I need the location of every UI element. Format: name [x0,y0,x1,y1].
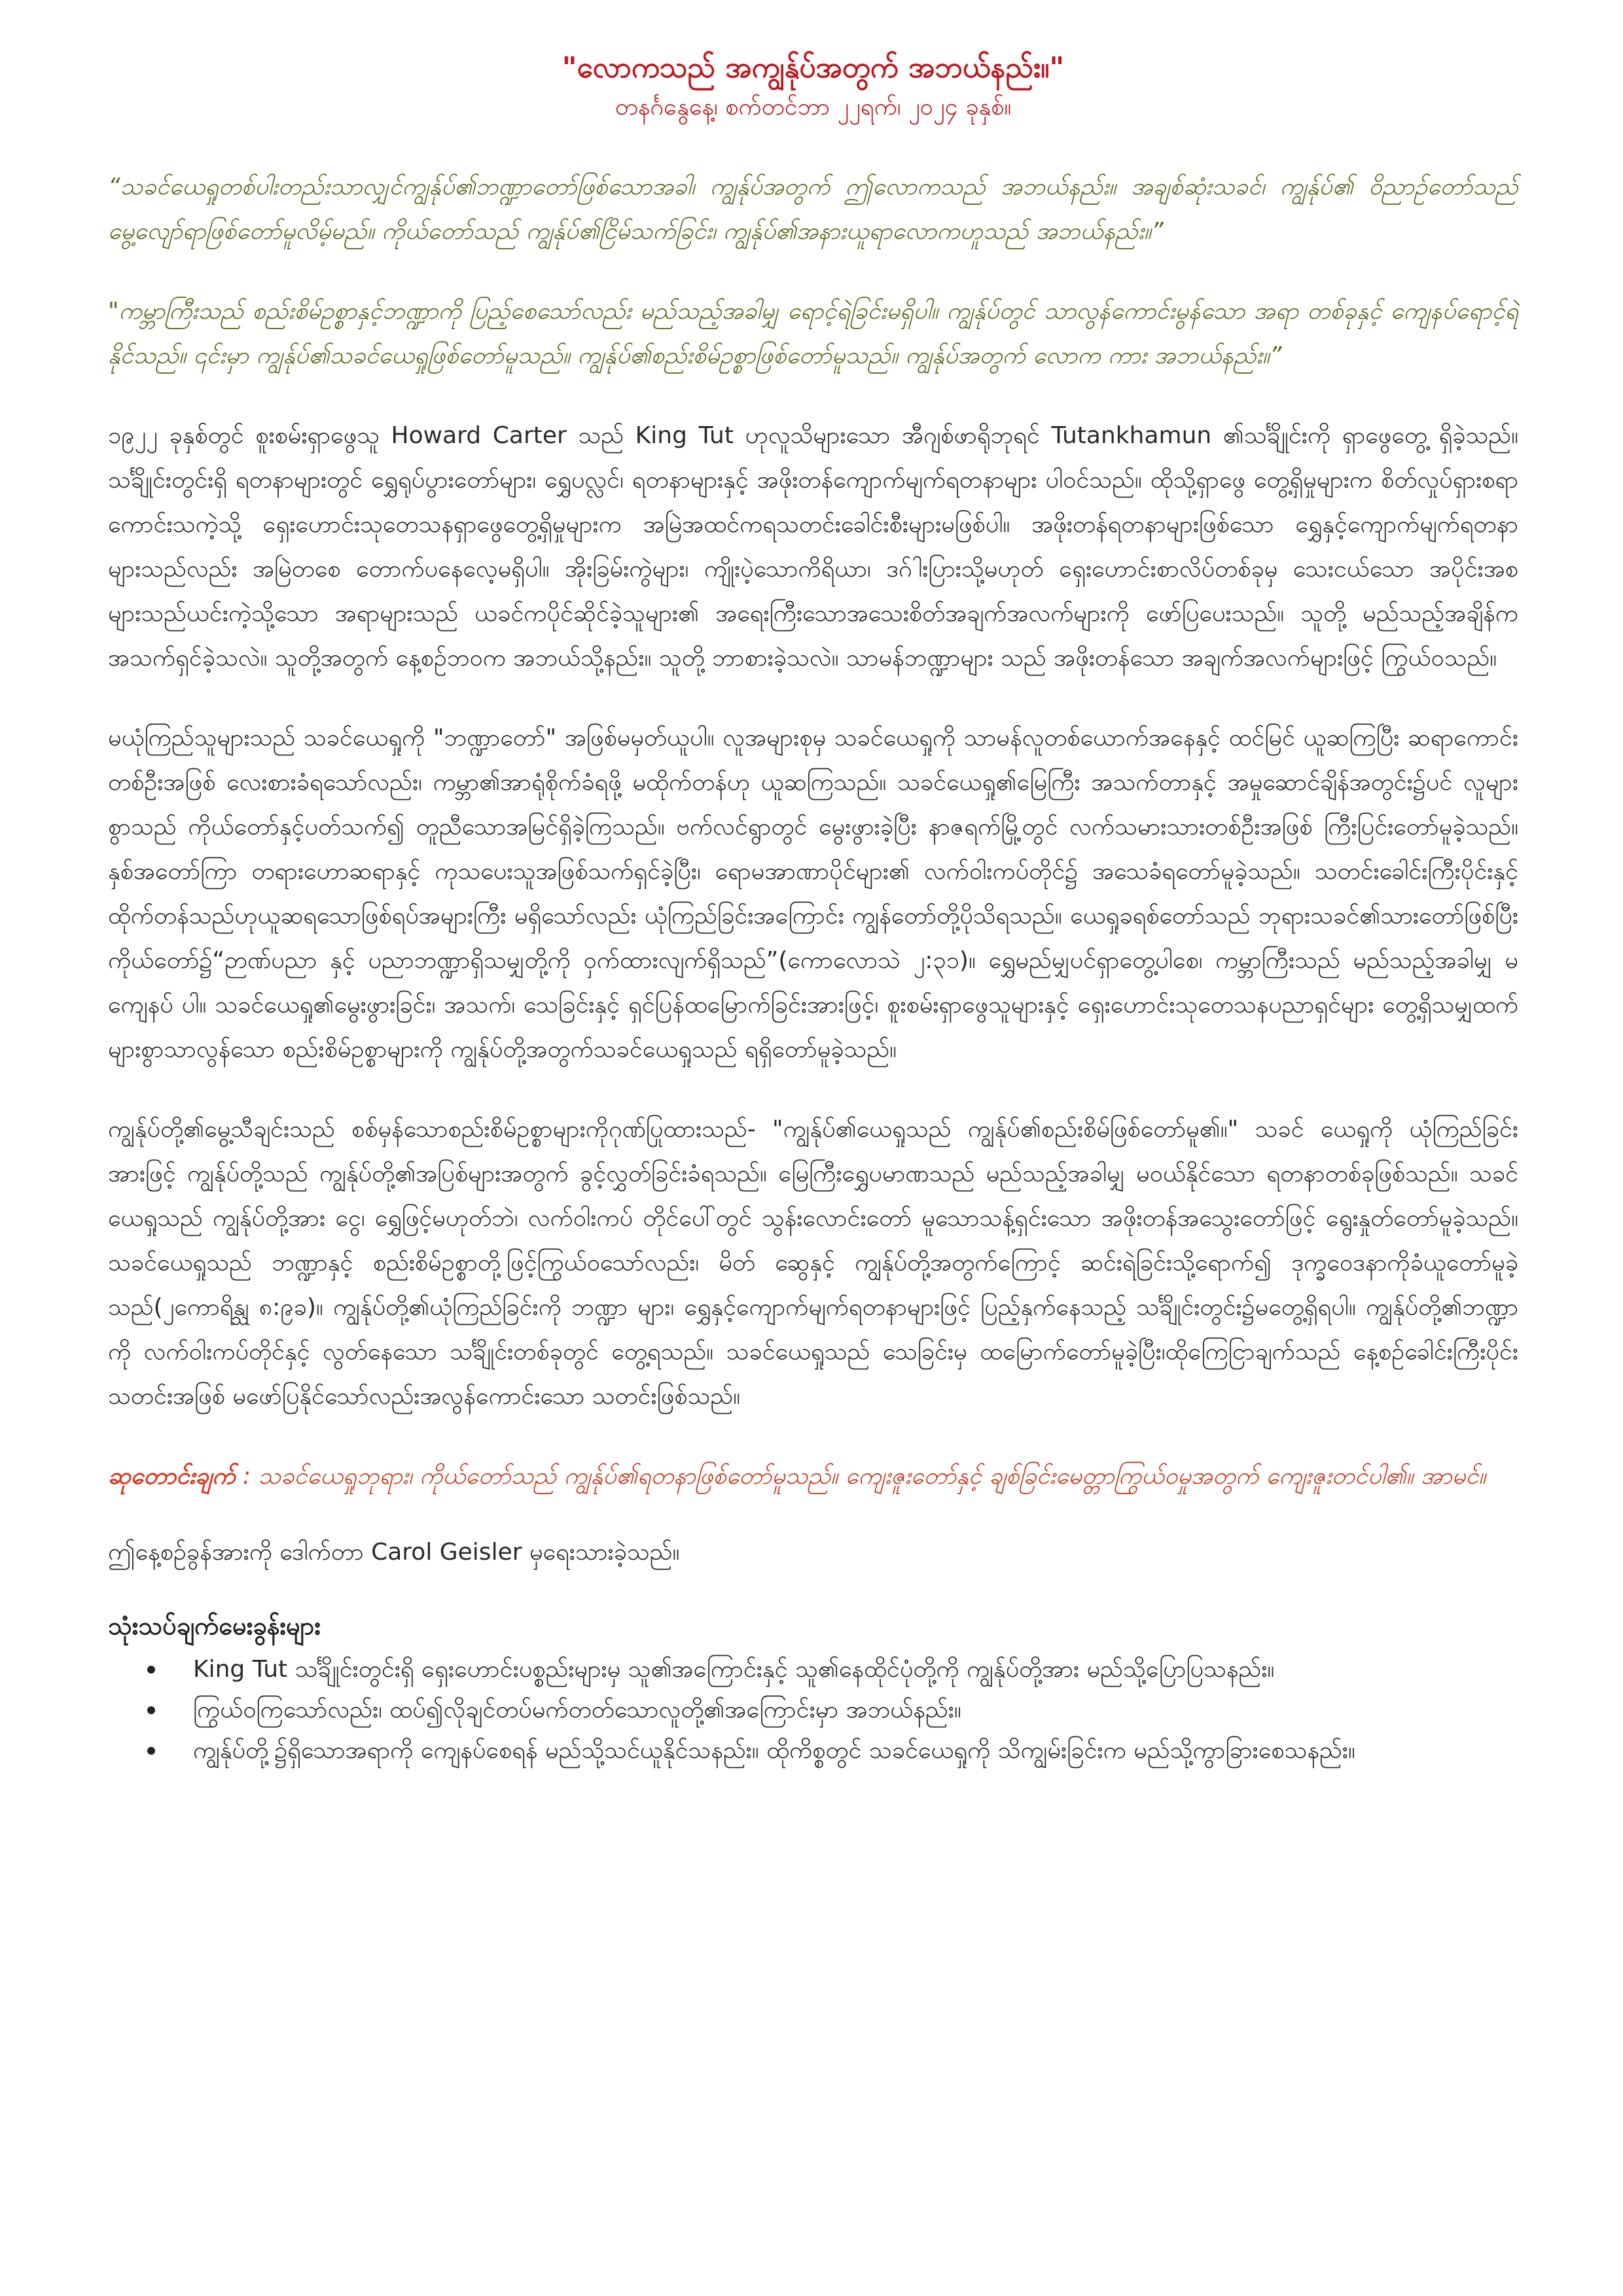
bullet-icon [147,1706,155,1714]
body-paragraph-2: မယုံကြည်သူများသည် သခင်ယေရှုကို "ဘဏ္ဍာတော်" အဖြစ်မမှတ်ယူပါ။ လူအများစုမှ သခင်ယေရှုကို သာမန်လူတစ်ယောက်အနေနှင့် ထင်မြင် ယူဆကြပြီး ဆရာကောင်းတစ်ဦးအဖြစ် လေးစားခံရသော်လည်း၊ ကမ္ဘာ၏အာရုံစိုက်ခံရဖို့ မထိုက်တန်ဟု ယူဆကြသည်။ သခင်ယေရှု၏မြေကြီး အသက်တာနှင့် အမှုဆောင်ချိန်အတွင်း၌ပင် လူများစွာသည် ကိုယ်တော်နှင့်ပတ်သက်၍ တူညီသောအမြင်ရှိခဲ့ကြသည်။ ဗက်လင်ရွာတွင် မွေးဖွားခဲ့ပြီး နာဇရက်မြို့တွင် လက်သမားသားတစ်ဦးအဖြစ် ကြီးပြင်းတော်မူခဲ့သည်။ နှစ်အတော်ကြာ တရားဟောဆရာနှင့် ကုသပေးသူအဖြစ်သက်ရှင်ခဲ့ပြီး၊ ရောမအာဏာပိုင်များ၏ လက်ဝါးကပ်တိုင်၌ အသေခံရတော်မူခဲ့သည်။ သတင်းခေါင်းကြီးပိုင်းနှင့် ထိုက်တန်သည်ဟုယူဆရသောဖြစ်ရပ်အများကြီး မရှိသော်လည်း ယုံကြည်ခြင်းအကြောင်း ကျွန်တော်တို့ပိုသိရသည်။ ယေရှုခရစ်တော်သည် ဘုရားသခင်၏သားတော်ဖြစ်ပြီး ကိုယ်တော်၌“ဉာဏ်ပညာ နှင့် ပညာဘဏ္ဍာရှိသမျှတို့ကို ဝှက်ထားလျက်ရှိသည်”(ကောလောသဲ ၂:၃၁)။ ရွှေမည်မျှပင်ရှာတွေ့ပါစေ၊ ကမ္ဘာကြီးသည် မည်သည့်အခါမျှ မကျေနပ် ပါ။ သခင်ယေရှု၏မွေးဖွားခြင်း၊ အသက်၊ သေခြင်းနှင့် ရှင်ပြန်ထမြောက်ခြင်းအားဖြင့်၊ စူးစမ်းရှာဖွေသူများနှင့် ရှေးဟောင်းသုတေသနပညာရှင်များ တွေ့ရှိသမျှထက် များစွာသာလွန်သော စည်းစိမ်ဥစ္စာများကို ကျွန်ုပ်တို့အတွက်သခင်ယေရှုသည် ရရှိတော်မူခဲ့သည်။ [108,725,1518,1063]
bullet-icon [147,1666,155,1674]
prayer [108,1454,1518,1499]
page-title: "လောကသည် အကျွန်ုပ်အတွက် အဘယ်နည်း။" [562,51,1065,84]
list-item [147,1649,1518,1690]
question-text: King Tut သင်္ချိုင်းတွင်းရှိ ရှေးဟောင်းပစ္စည်းများမှ သူ၏အကြောင်းနှင့် သူ၏နေထိုင်ပုံတို့ကို ကျွန်ုပ်တို့အား မည်သို့ပြောပြသနည်း။ [193,1656,1275,1683]
question-text: ကျွန်ုပ်တို့၌ရှိသောအရာကို ကျေနပ်စေရန် မည်သို့သင်ယူနိုင်သနည်း။ ထိုကိစ္စတွင် သခင်ယေရှုကို သိကျွမ်းခြင်းက မည်သို့ကွာခြားစေသနည်း။ [193,1737,1355,1764]
page-content [108,47,1518,1771]
questions-heading: သုံးသပ်ချက်မေးခွန်းများ [108,1611,321,1640]
questions-list [108,1649,1518,1771]
bullet-icon [147,1747,155,1755]
prayer-text: : သခင်ယေရှုဘုရား၊ ကိုယ်တော်သည် ကျွန်ုပ်၏ရတနာဖြစ်တော်မူသည်။ ကျေးဇူးတော်နှင့် ချစ်ခြင်းမေတ္တာကြွယ်ဝမှုအတွက် ကျေးဇူးတင်ပါ၏။ အာမင်။ [235,1463,1486,1490]
list-item [147,1690,1518,1731]
opening-quote-1: “သခင်ယေရှုတစ်ပါးတည်းသာလျှင်ကျွန်ုပ်၏ဘဏ္ဍာတော်ဖြစ်သောအခါ၊ ကျွန်ုပ်အတွက် ဤလောကသည် အဘယ်နည်း။ အချစ်ဆုံးသခင်၊ ကျွန်ုပ်၏ ဝိညာဉ်တော်သည် မွေ့လျော်ရာဖြစ်တော်မူလိမ့်မည်။ ကိုယ်တော်သည် ကျွန်ုပ်၏ငြိမ်သက်ခြင်း၊ ကျွန်ုပ်၏အနားယူရာလောကဟူသည် အဘယ်နည်း။” [108,173,1518,245]
page-date: တနင်္ဂနွေနေ့၊ စက်တင်ဘာ ၂၂ရက်၊ ၂၀၂၄ ခုနှစ်။ [615,94,1012,120]
prayer-label: ဆုတောင်းချက် [108,1463,236,1490]
body-paragraph-1: ၁၉၂၂ ခုနှစ်တွင် စူးစမ်းရှာဖွေသူ Howard Carter သည် King Tut ဟုလူသိများသော အီဂျစ်ဖာရိုဘုရင် Tutankhamun ၏သင်္ချိုင်းကို ရှာဖွေတွေ့ ရှိခဲ့သည်။ သင်္ချိုင်းတွင်းရှိ ရတနာများတွင် ရွှေရုပ်ပွားတော်များ၊ ရွှေပလ္လင်၊ ရတနာများနှင့် အဖိုးတန်ကျောက်မျက်ရတနာများ ပါဝင်သည်။ ထိုသို့ရှာဖွေ တွေ့ရှိမှုများက စိတ်လှုပ်ရှားစရာကောင်းသကဲ့သို့ ရှေးဟောင်းသုတေသနရှာဖွေတွေ့ရှိမှုများက အမြဲအထင်ကရသတင်းခေါင်းစီးများမဖြစ်ပါ။ အဖိုးတန်ရတနာများဖြစ်သော ရွှေနှင့်ကျောက်မျက်ရတနာများသည်လည်း အမြဲတစေ တောက်ပနေလေ့မရှိပါ။ အိုးခြမ်းကွဲများ၊ ကျိုးပဲ့သောကိရိယာ၊ ဒဂ်ါးပြားသို့မဟုတ် ရှေးဟောင်းစာလိပ်တစ်ခုမှ သေးငယ်သော အပိုင်းအစများသည်ယင်းကဲ့သို့သော အရာများသည် ယခင်ကပိုင်ဆိုင်ခဲ့သူများ၏ အရေးကြီးသောအသေးစိတ်အချက်အလက်များကို ဖော်ပြပေးသည်။ သူတို့ မည်သည့်အချိန်က အသက်ရှင်ခဲ့သလဲ။ သူတို့အတွက် နေ့စဉ်ဘဝက အဘယ်သို့နည်း။ သူတို့ ဘာစားခဲ့သလဲ။ သာမန်ဘဏ္ဍာများ သည် အဖိုးတန်သော အချက်အလက်များဖြင့် ကြွယ်ဝသည်။ [108,422,1518,672]
opening-quote-2: "ကမ္ဘာကြီးသည် စည်းစိမ်ဥစ္စာနှင့်ဘဏ္ဍာကို ပြည့်စေသော်လည်း မည်သည့်အခါမျှ ရောင့်ရဲခြင်းမရှိပါ။ ကျွန်ုပ်တွင် သာလွန်ကောင်းမွန်သော အရာ တစ်ခုနှင့် ကျေနပ်ရောင့်ရဲနိုင်သည်။ ၎င်းမှာ ကျွန်ုပ်၏သခင်ယေရှုဖြစ်တော်မူသည်။ ကျွန်ုပ်၏စည်းစိမ်ဥစ္စာဖြစ်တော်မူသည်။ ကျွန်ုပ်အတွက် လောက ကား အဘယ်နည်း။” [108,298,1518,369]
list-item [147,1731,1518,1771]
question-text: ကြွယ်ဝကြသော်လည်း၊ ထပ်၍လိုချင်တပ်မက်တတ်သောလူတို့၏အကြောင်းမှာ အဘယ်နည်း။ [193,1696,961,1723]
author-line: ဤနေ့စဉ်ခွန်အားကို ဒေါက်တာ Carol Geisler မှရေးသားခဲ့သည်။ [108,1539,680,1566]
body-paragraph-3: ကျွန်ုပ်တို့၏မွေ့သီချင်းသည် စစ်မှန်သောစည်းစိမ်ဥစ္စာများကိုဂုဏ်ပြုထားသည်- "ကျွန်ုပ်၏ယေရှုသည် ကျွန်ုပ်၏စည်းစိမ်ဖြစ်တော်မူ၏။" သခင် ယေရှုကို ယုံကြည်ခြင်းအားဖြင့် ကျွန်ုပ်တို့သည် ကျွန်ုပ်တို့၏အပြစ်များအတွက် ခွင့်လွှတ်ခြင်းခံရသည်။ မြေကြီးရွှေပမာဏသည် မည်သည့်အခါမျှ မဝယ်နိုင်သော ရတနာတစ်ခုဖြစ်သည်။ သခင်ယေရှုသည် ကျွန်ုပ်တို့အား ငွေ၊ ရွှေဖြင့်မဟုတ်ဘဲ၊ လက်ဝါးကပ် တိုင်ပေါ်တွင် သွန်းလောင်းတော် မူသောသန့်ရှင်းသော အဖိုးတန်အသွေးတော်ဖြင့် ရွေးနှုတ်တော်မူခဲ့သည်။ သခင်ယေရှုသည် ဘဏ္ဍာနှင့် စည်းစိမ်ဥစ္စာတို့ဖြင့်ကြွယ်ဝသော်လည်း၊ မိတ် ဆွေနှင့် ကျွန်ုပ်တို့အတွက်ကြောင့် ဆင်းရဲခြင်းသို့ရောက်၍ ဒုက္ခဝေဒနာကိုခံယူတော်မူခဲ့သည်(၂ကောရိန္သု ၈:၉ခ)။ ကျွန်ုပ်တို့၏ယုံကြည်ခြင်းကို ဘဏ္ဍာ များ၊ ရွှေနှင့်ကျောက်မျက်ရတနာများဖြင့် ပြည့်နှက်နေသည့် သင်္ချိုင်းတွင်း၌မတွေ့ရှိရပါ။ ကျွန်ုပ်တို့၏ဘဏ္ဍာကို လက်ဝါးကပ်တိုင်နှင့် လွတ်နေသော သင်္ချိုင်းတစ်ခုတွင် တွေ့ရသည်။ သခင်ယေရှုသည် သေခြင်းမှ ထမြောက်တော်မူခဲ့ပြီး၊ထိုကြေငြာချက်သည် နေ့စဉ်ခေါင်းကြီးပိုင်းသတင်းအဖြစ် မဖော်ပြနိုင်သော်လည်းအလွန်ကောင်းသော သတင်းဖြစ်သည်။ [108,1116,1518,1410]
